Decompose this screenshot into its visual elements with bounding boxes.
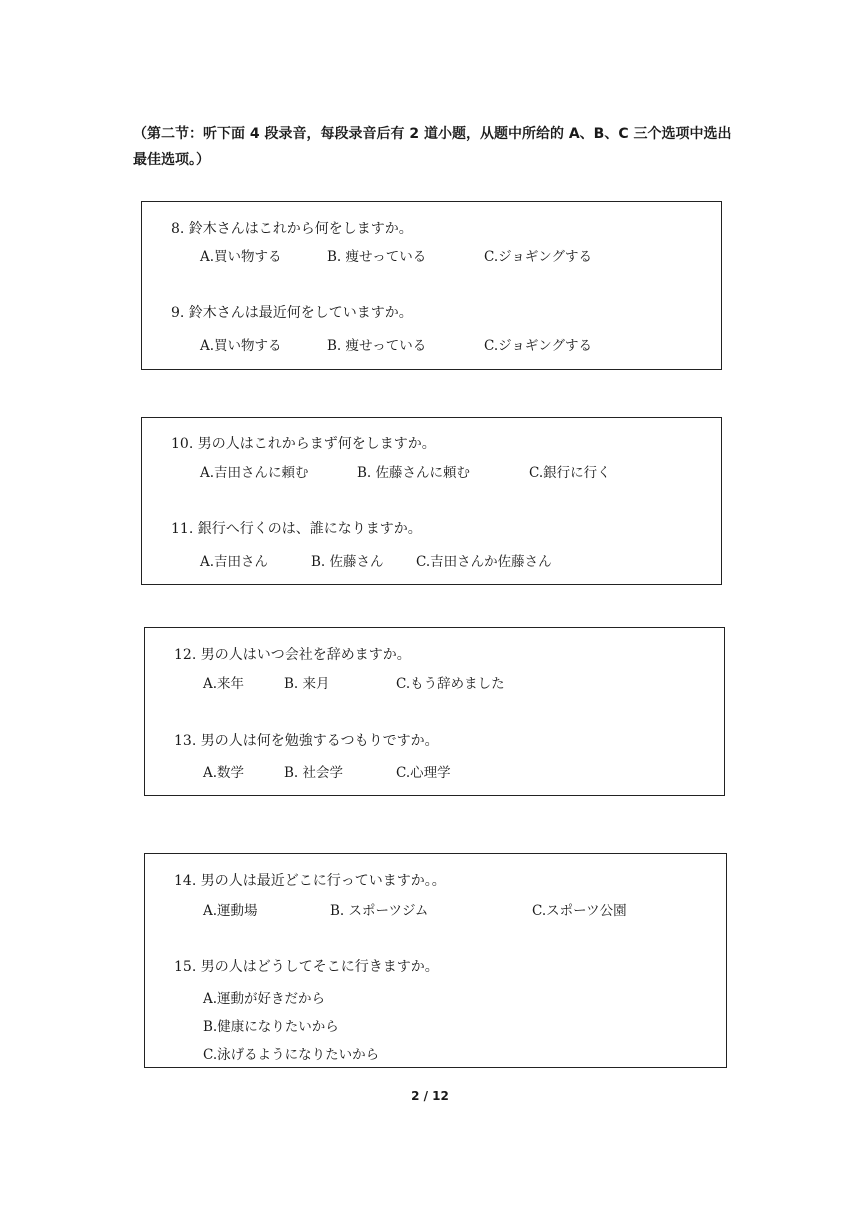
question-8-option-c: C.ジョギングする xyxy=(484,249,592,265)
question-13: 13. 男の人は何を勉強するつもりですか。 xyxy=(174,733,439,749)
question-11: 11. 銀行へ行くのは、誰になりますか。 xyxy=(171,521,422,537)
question-12-option-c: C.もう辞めました xyxy=(396,676,505,692)
question-group-4 xyxy=(144,853,727,1068)
question-9-option-c: C.ジョギングする xyxy=(484,338,592,354)
question-9-option-b: B. 痩せっている xyxy=(327,338,427,354)
question-group-1 xyxy=(141,201,722,370)
question-12-option-b: B. 来月 xyxy=(284,676,330,692)
question-11-option-a: A.吉田さん xyxy=(200,554,269,570)
question-8: 8. 鈴木さんはこれから何をしますか。 xyxy=(171,221,413,237)
question-12: 12. 男の人はいつ会社を辞めますか。 xyxy=(174,647,411,663)
question-10-option-b: B. 佐藤さんに頼む xyxy=(357,465,471,481)
question-10: 10. 男の人はこれからまず何をしますか。 xyxy=(171,436,436,452)
question-14: 14. 男の人は最近どこに行っていますか。。 xyxy=(174,873,446,889)
question-13-option-c: C.心理学 xyxy=(396,765,451,781)
question-8-option-a: A.買い物する xyxy=(200,249,282,265)
question-group-2 xyxy=(141,417,722,585)
question-group-3 xyxy=(144,627,725,796)
question-15-option-c: C.泳げるようになりたいから xyxy=(203,1047,380,1063)
question-10-option-c: C.銀行に行く xyxy=(529,465,611,481)
question-9-option-a: A.買い物する xyxy=(200,338,282,354)
question-9: 9. 鈴木さんは最近何をしていますか。 xyxy=(171,305,413,321)
question-14-option-c: C.スポーツ公園 xyxy=(532,903,627,919)
question-13-option-b: B. 社会学 xyxy=(284,765,344,781)
question-15-option-a: A.運動が好きだから xyxy=(203,991,326,1007)
question-14-option-b: B. スポーツジム xyxy=(330,903,429,919)
question-12-option-a: A.来年 xyxy=(203,676,245,692)
question-11-option-c: C.吉田さんか佐藤さん xyxy=(416,554,552,570)
section-instruction: （第二节：听下面 4 段录音，每段录音后有 2 道小题，从题中所给的 A、B、C 三个选项中选出最佳选项。） xyxy=(133,126,732,168)
question-15-option-b: B.健康になりたいから xyxy=(203,1019,339,1035)
question-15: 15. 男の人はどうしてそこに行きますか。 xyxy=(174,959,439,975)
page-number: 2 / 12 xyxy=(411,1089,449,1103)
question-11-option-b: B. 佐藤さん xyxy=(311,554,384,570)
question-10-option-a: A.吉田さんに頼む xyxy=(200,465,309,481)
question-14-option-a: A.運動場 xyxy=(203,903,258,919)
question-13-option-a: A.数学 xyxy=(203,765,245,781)
question-8-option-b: B. 痩せっている xyxy=(327,249,427,265)
